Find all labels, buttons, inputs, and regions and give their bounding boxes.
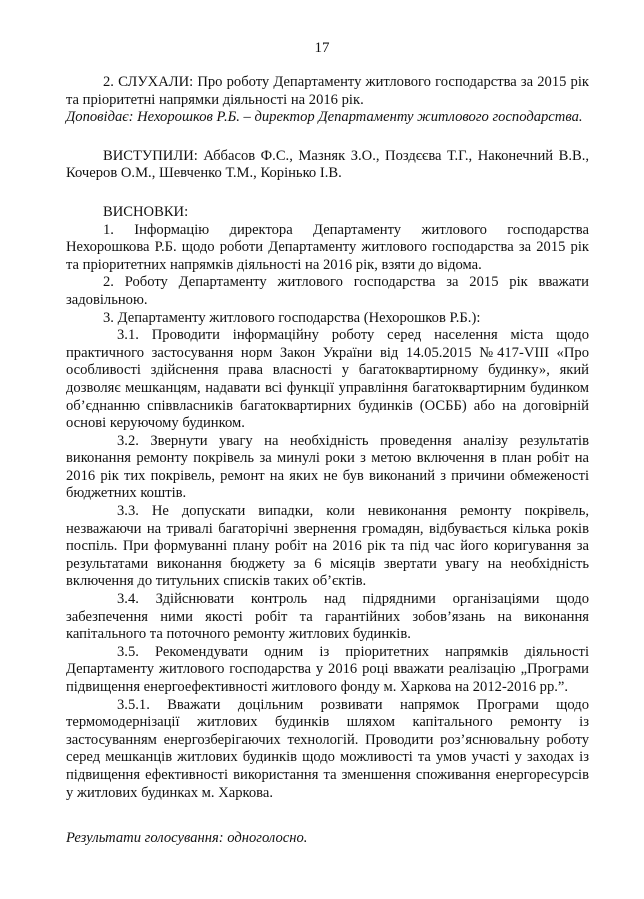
conclusion-3-1: 3.1. Проводити інформаційну роботу серед населення міста щодо практичного застосування норм Закон України від 14.05.2015 №417-VIII «Про особливості здійснення права власності у багатоквартирному будинку», який дозволяє мешканцям, надавати всі функції управління багатоквартирним будинком об’єднанню співвласників багатоквартирних будинків (ОСББ) або на договірній основі керуючому будинком. — [66, 327, 589, 432]
agenda-item-reporter: Доповідає: Нехорошков Р.Б. – директор Департаменту житлового господарства. — [66, 109, 583, 126]
voting-result: Результати голосування: одноголосно. — [66, 830, 308, 846]
conclusions-heading: ВИСНОВКИ: — [103, 203, 189, 220]
page-number: 17 — [314, 40, 330, 56]
conclusion-3-3: 3.3. Не допускати випадки, коли невиконання ремонту покрівель, незважаючи на тривалі багаторічні звернення громадян, відбувається кілька років поспіль. При формуванні плану робіт на 2016 рік та під час його коригування за результатами виконання бюджету за 6 місяців звертати увагу на необхідність включення до титульних списків таких об’єктів. — [66, 503, 589, 590]
agenda-item-heard: 2. СЛУХАЛИ: Про роботу Департаменту житлового господарства за 2015 рік та пріоритетні напрямки діяльності на 2016 рік. — [66, 74, 589, 108]
conclusion-3: 3. Департаменту житлового господарства (Нехорошков Р.Б.): — [103, 309, 481, 326]
conclusion-3-5-1: 3.5.1. Вважати доцільним розвивати напрямок Програми щодо термомодернізації житлових будинків шляхом капітального ремонту із застосуванням енергозберігаючих технологій. Проводити роз’яснювальну роботу серед мешканців житлових будинків щодо можливості та умов участі у заходах із підвищення ефективності використання та зменшення споживання енергоресурсів у житлових будинках м. Харкова. — [66, 696, 589, 801]
conclusion-3-4: 3.4. Здійснювати контроль над підрядними організаціями щодо забезпечення ними якості робіт та гарантійних зобов’язань на виконання капітального та поточного ремонту житлових будинків. — [66, 591, 589, 643]
conclusion-3-5: 3.5. Рекомендувати одним із пріоритетних напрямків діяльності Департаменту житлового господарства у 2016 році вважати реалізацію „Програми підвищення енергоефективності житлового фонду м. Харкова на 2012-2016 рр.”. — [66, 643, 589, 695]
speakers-paragraph: ВИСТУПИЛИ: Аббасов Ф.С., Мазняк З.О., Поздєєва Т.Г., Наконечний В.В., Кочеров О.М., Шевченко Т.М., Корінько І.В. — [66, 147, 589, 182]
conclusion-2: 2. Роботу Департаменту житлового господарства за 2015 рік вважати задовільною. — [66, 274, 589, 308]
document-body — [66, 74, 589, 802]
conclusion-3-2: 3.2. Звернути увагу на необхідність проведення аналізу результатів виконання ремонту покрівель за минулі роки з метою включення в план робіт на 2016 рік тих покрівель, ремонт на яких не був виконаний з причини обмеженості бюджетних коштів. — [66, 432, 589, 502]
conclusion-1: 1. Інформацію директора Департаменту житлового господарства Нехорошкова Р.Б. щодо роботи Департаменту житлового господарства за 2015 рік та пріоритетних напрямків діяльності на 2016 рік, взяти до відома. — [66, 221, 589, 273]
